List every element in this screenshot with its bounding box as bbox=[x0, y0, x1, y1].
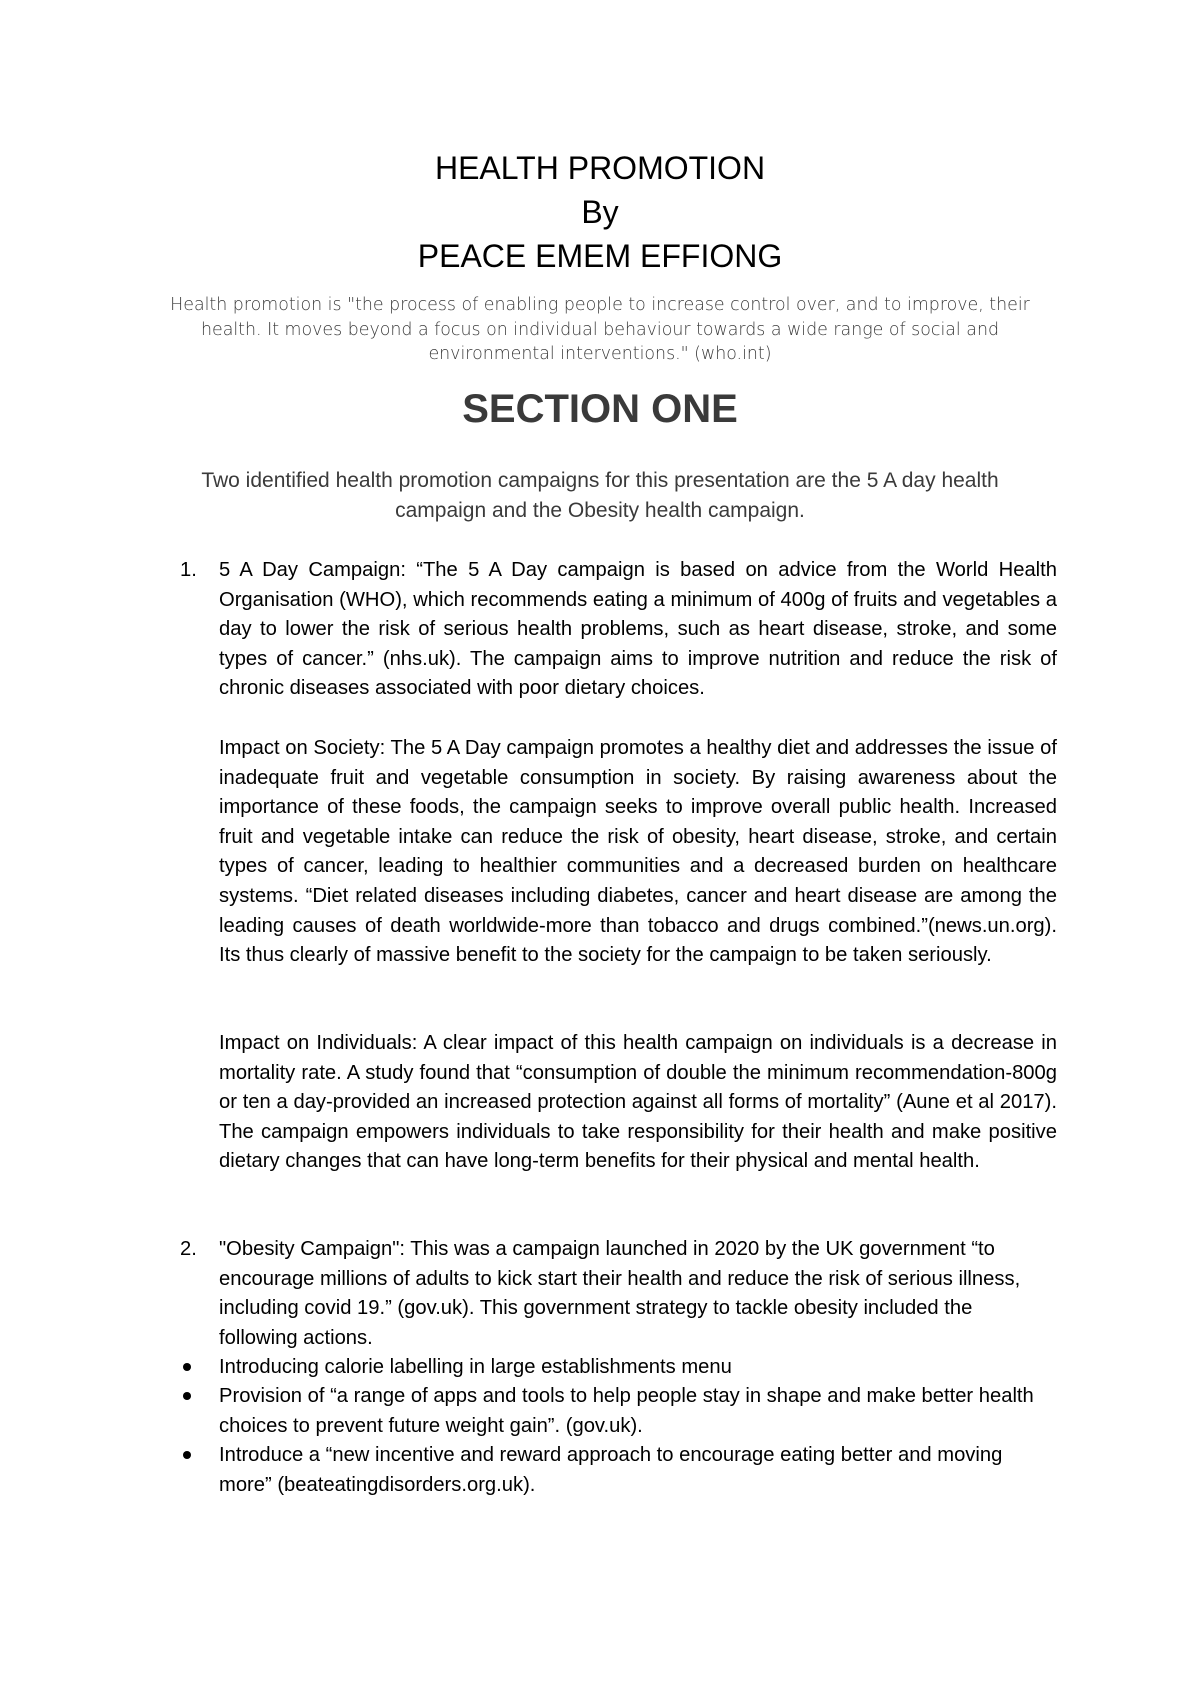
document-title bbox=[0, 146, 1200, 278]
title-line-3: PEACE EMEM EFFIONG bbox=[417, 238, 783, 274]
section-intro: Two identified health promotion campaigns for this presentation are the 5 A day health campaign and the Obesity health campaign. bbox=[201, 469, 999, 522]
item-1-paragraph-1: 5 A Day Campaign: “The 5 A Day campaign is based on advice from the World Health Organisation (WHO), which recommends eating a minimum of 400g of fruits and vegetables a day to lower the risk of serious health problems, such as heart disease, stroke, and some types of cancer.” (nhs.uk). The campaign aims to improve nutrition and reduce the risk of chronic diseases associated with poor dietary choices. bbox=[219, 559, 1057, 700]
list-marker-2: 2. bbox=[180, 1238, 197, 1260]
bullet-item-3: Introduce a “new incentive and reward approach to encourage eating better and moving more” (beateatingdisorders.org.uk). bbox=[219, 1444, 1003, 1496]
item-2-paragraph-1: "Obesity Campaign": This was a campaign launched in 2020 by the UK government “to encourage millions of adults to kick start their health and reduce the risk of serious illness, including covid 19.” (gov.uk). This government strategy to tackle obesity included the following actions. bbox=[219, 1238, 1021, 1349]
bullet-item-2: Provision of “a range of apps and tools to help people stay in shape and make better health choices to prevent future weight gain”. (gov.uk). bbox=[219, 1385, 1034, 1437]
section-heading: SECTION ONE bbox=[462, 387, 738, 431]
bullet-dot bbox=[183, 1392, 191, 1400]
title-line-2: By bbox=[581, 194, 619, 230]
bullet-dot bbox=[183, 1363, 191, 1371]
item-1-paragraph-3: Impact on Individuals: A clear impact of this health campaign on individuals is a decrease in mortality rate. A study found that “consumption of double the minimum recommendation-800g or ten a day-provided an increased protection against all forms of mortality” (Aune et al 2017). The campaign empowers individuals to take responsibility for their health and make positive dietary changes that can have long-term benefits for their physical and mental health. bbox=[219, 1032, 1057, 1173]
bullet-dot bbox=[183, 1451, 191, 1459]
title-line-1: HEALTH PROMOTION bbox=[434, 150, 766, 186]
intro-paragraph: Health promotion is "the process of enabling people to increase control over, and to improve, their health. It moves beyond a focus on individual behaviour towards a wide range of social and environmental interventions." (who.int) bbox=[170, 295, 1030, 364]
item-1-paragraph-2: Impact on Society: The 5 A Day campaign promotes a healthy diet and addresses the issue of inadequate fruit and vegetable consumption in society. By raising awareness about the importance of these foods, the campaign seeks to improve overall public health. Increased fruit and vegetable intake can reduce the risk of obesity, heart disease, stroke, and certain types of cancer, leading to healthier communities and a decreased burden on healthcare systems. “Diet related diseases including diabetes, cancer and heart disease are among the leading causes of death worldwide-more than tobacco and drugs combined.”(news.un.org). Its thus clearly of massive benefit to the society for the campaign to be taken seriously. bbox=[219, 737, 1057, 967]
list-marker-1: 1. bbox=[180, 559, 197, 581]
bullet-item-1: Introducing calorie labelling in large establishments menu bbox=[219, 1356, 732, 1378]
